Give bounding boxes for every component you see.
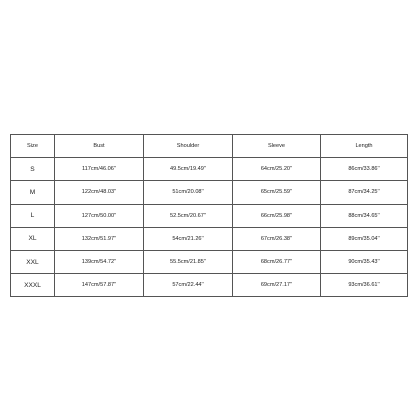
table-header-row (11, 135, 408, 158)
header-size: Size (11, 135, 55, 158)
bust-cell: 122cm/48.03'' (55, 181, 144, 204)
bust-cell: 139cm/54.72'' (55, 250, 144, 273)
length-cell: 93cm/36.61'' (321, 274, 408, 297)
length-cell: 88cm/34.65'' (321, 204, 408, 227)
sleeve-cell: 68cm/26.77'' (233, 250, 321, 273)
size-cell: M (11, 181, 55, 204)
header-sleeve: Sleeve (233, 135, 321, 158)
header-length: Length (321, 135, 408, 158)
shoulder-cell: 52.5cm/20.67'' (144, 204, 233, 227)
shoulder-cell: 51cm/20.08'' (144, 181, 233, 204)
shoulder-cell: 54cm/21.26'' (144, 227, 233, 250)
size-cell: S (11, 158, 55, 181)
length-cell: 90cm/35.43'' (321, 250, 408, 273)
length-cell: 86cm/33.86'' (321, 158, 408, 181)
shoulder-cell: 55.5cm/21.85'' (144, 250, 233, 273)
bust-cell: 132cm/51.97'' (55, 227, 144, 250)
header-bust: Bust (55, 135, 144, 158)
table-row (11, 250, 408, 273)
sleeve-cell: 64cm/25.20'' (233, 158, 321, 181)
size-cell: XXXL (11, 274, 55, 297)
table-row (11, 204, 408, 227)
size-cell: XXL (11, 250, 55, 273)
bust-cell: 127cm/50.00'' (55, 204, 144, 227)
table-row (11, 274, 408, 297)
table-row (11, 227, 408, 250)
shoulder-cell: 57cm/22.44'' (144, 274, 233, 297)
bust-cell: 117cm/46.06'' (55, 158, 144, 181)
table-row (11, 158, 408, 181)
size-cell: L (11, 204, 55, 227)
size-cell: XL (11, 227, 55, 250)
sleeve-cell: 67cm/26.38'' (233, 227, 321, 250)
sleeve-cell: 66cm/25.98'' (233, 204, 321, 227)
sleeve-cell: 65cm/25.59'' (233, 181, 321, 204)
length-cell: 87cm/34.25'' (321, 181, 408, 204)
header-shoulder: Shoulder (144, 135, 233, 158)
size-chart-table (10, 134, 408, 297)
sleeve-cell: 69cm/27.17'' (233, 274, 321, 297)
bust-cell: 147cm/57.87'' (55, 274, 144, 297)
shoulder-cell: 49.5cm/19.49'' (144, 158, 233, 181)
length-cell: 89cm/35.04'' (321, 227, 408, 250)
table-row (11, 181, 408, 204)
